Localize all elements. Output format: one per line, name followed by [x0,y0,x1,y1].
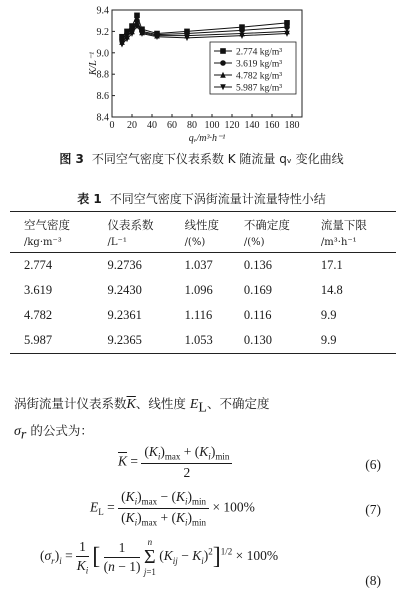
table-cell: 9.9 [319,328,396,354]
legend-entry: 5.987 kg/m³ [236,83,283,94]
table-cell: 1.096 [184,283,213,297]
legend-entry: 2.774 kg/m³ [236,47,283,58]
sigma-symbol: σ [14,423,21,439]
equation-8: $(\sigma_r)_i$ = $\frac{1}{K_i}$ [ $\frac{1}{(n - 1)}$ n Σ j=1 $(K_{ij} - K_i)^2]^{1/2} \times 100\%$ [40,537,279,577]
para-text-3: 、不确定度 [206,396,270,411]
table-number: 表 1 [77,192,102,206]
para-text-4: 的公式为： [26,422,93,438]
y-tick-label: 8.6 [96,91,109,103]
data-point [134,13,140,19]
table-row [10,253,396,279]
table-cell: 0.130 [242,328,319,354]
equation-7-number: (7) [365,502,381,517]
col-header-meter-coefficient: 仪表系数 [106,212,183,236]
equation-7-percent: × 100% [212,499,255,515]
table-cell: 14.8 [320,283,343,297]
x-tick-label: 160 [264,120,280,131]
flow-characteristics-table [10,211,396,354]
figure-caption-text: 不同空气密度下仪表系数 K 随流量 qᵥ 变化曲线 [91,152,344,166]
unit-min-flow: /m³·h⁻¹ [319,235,396,253]
y-tick-label: 8.4 [96,112,109,124]
figure-number: 图 3 [59,152,84,166]
table-cell: 1.037 [184,258,213,272]
x-tick-label: 100 [204,120,220,131]
table-row [10,278,396,303]
x-tick-label: 60 [167,120,177,131]
linearity-subscript: L [198,400,207,416]
legend-marker [220,48,226,54]
col-header-density: 空气密度 [10,212,106,236]
x-tick-label: 140 [244,120,260,131]
unit-linearity: /(%) [183,235,242,253]
unit-density: /kg·m⁻³ [10,235,106,253]
table-cell: 4.782 [24,308,53,322]
table-cell: 9.2361 [107,308,142,322]
x-tick-label: 0 [109,120,115,131]
legend-marker [220,60,226,66]
table-cell: 0.116 [243,308,272,322]
y-tick-label: 9.0 [96,48,109,60]
table-cell: 5.987 [10,328,106,354]
y-axis-label: K/L⁻¹ [88,51,99,76]
k-vs-flow-chart [0,0,403,148]
table-caption-text: 不同空气密度下涡街流量计流量特性小结 [109,192,326,206]
table-cell: 3.619 [24,283,53,297]
table-cell: 9.2430 [107,283,142,297]
para-text-1: 涡街流量计仪表系数 [14,396,127,411]
table-row [10,303,396,328]
x-tick-label: 120 [224,120,240,131]
x-tick-label: 20 [127,120,137,131]
table-row [10,328,396,354]
table-caption [0,190,403,207]
equation-6: $\overline{K}$ = $\frac{(K_i)_{max} + (K_i)_{min}}{2}$ [118,444,232,481]
equation-8-number: (8) [365,573,381,588]
equation-8-percent: × 100% [235,548,279,564]
col-header-linearity: 线性度 [183,212,242,236]
x-tick-label: 80 [187,120,197,131]
table-cell: 0.169 [243,283,272,297]
legend-entry: 4.782 kg/m³ [236,71,283,82]
table-cell: 1.116 [184,308,213,322]
table-cell: 1.053 [183,328,242,354]
para-text-2: 、线性度 [135,396,190,411]
y-tick-label: 9.2 [96,26,109,38]
y-tick-label: 9.4 [96,5,109,17]
table-cell: 0.136 [243,258,272,272]
table-cell: 9.9 [320,308,337,322]
figure-caption [0,150,403,167]
formula-intro-paragraph [14,393,392,446]
equation-6-number: (6) [365,457,381,472]
equation-7: $E_L$ = $\frac{(K_i)_{max} - (K_i)_{min}}{(K_i)_{max} + (K_i)_{min}}$ × 100% [90,489,255,528]
col-header-uncertainty: 不确定度 [242,212,319,236]
x-tick-label: 40 [147,120,157,131]
k-bar-symbol: $\overline{K}$ [126,397,136,412]
table-cell: 9.2736 [107,258,142,272]
x-tick-label: 180 [284,120,300,131]
unit-uncertainty: /(%) [242,235,319,253]
table-header-row [10,212,396,236]
table-cell: 9.2365 [106,328,183,354]
col-header-min-flow: 流量下限 [319,212,396,236]
sigma-subscript: r [20,427,27,442]
table-cell: 17.1 [320,258,343,272]
linearity-symbol: E [189,397,199,412]
table-cell: 2.774 [24,258,53,272]
unit-meter-coefficient: /L⁻¹ [106,235,183,253]
table-units-row [10,235,396,253]
legend-entry: 3.619 kg/m³ [236,59,283,70]
x-axis-label: qᵥ/m³·h⁻¹ [188,133,226,144]
y-tick-label: 8.8 [96,69,109,81]
